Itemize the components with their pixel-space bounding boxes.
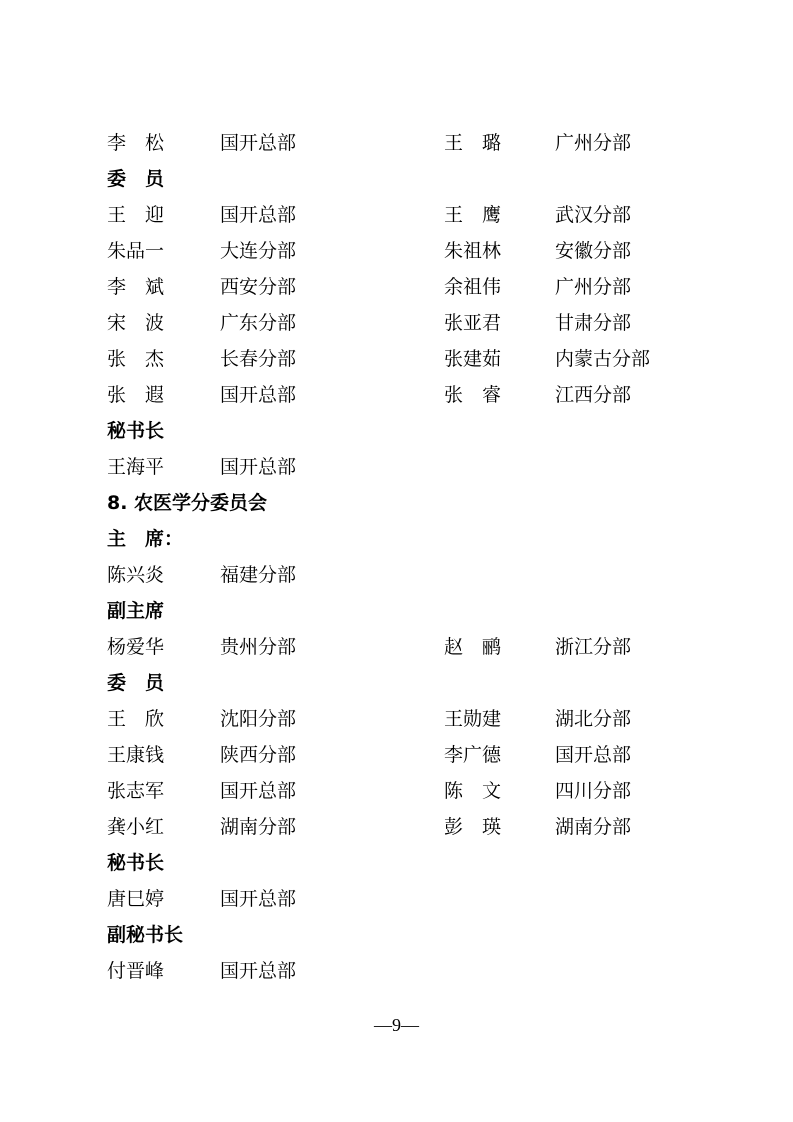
member-branch: 国开总部 bbox=[220, 456, 297, 478]
member-row bbox=[0, 815, 793, 851]
member-row bbox=[0, 635, 793, 671]
member-branch: 内蒙古分部 bbox=[555, 348, 651, 370]
member-name: 张 睿 bbox=[444, 384, 502, 406]
member-branch: 福建分部 bbox=[220, 564, 297, 586]
member-name: 张建茹 bbox=[444, 348, 502, 370]
section-heading-deputy-secretary-general: 副秘书长 bbox=[107, 924, 184, 946]
member-branch: 武汉分部 bbox=[555, 204, 632, 226]
member-name: 王海平 bbox=[107, 456, 165, 478]
section-heading-chair: 主 席： bbox=[107, 528, 184, 550]
member-row bbox=[0, 347, 793, 383]
member-name: 王勋建 bbox=[444, 708, 502, 730]
member-row bbox=[0, 239, 793, 275]
member-row bbox=[0, 383, 793, 419]
member-name: 余祖伟 bbox=[444, 276, 502, 298]
section-heading-secretary-general: 秘书长 bbox=[107, 420, 165, 442]
member-name: 杨爱华 bbox=[107, 636, 165, 658]
member-branch: 国开总部 bbox=[220, 888, 297, 910]
member-branch: 安徽分部 bbox=[555, 240, 632, 262]
member-branch: 浙江分部 bbox=[555, 636, 632, 658]
member-branch: 甘肃分部 bbox=[555, 312, 632, 334]
member-branch: 四川分部 bbox=[555, 780, 632, 802]
member-name: 王康钱 bbox=[107, 744, 165, 766]
member-name: 彭 瑛 bbox=[444, 816, 502, 838]
member-row bbox=[0, 707, 793, 743]
member-name: 张志军 bbox=[107, 780, 165, 802]
member-branch: 国开总部 bbox=[220, 204, 297, 226]
member-row bbox=[0, 131, 793, 167]
member-row bbox=[0, 959, 793, 995]
member-name: 陈 文 bbox=[444, 780, 502, 802]
member-name: 张 杰 bbox=[107, 348, 165, 370]
member-branch: 广州分部 bbox=[555, 276, 632, 298]
member-branch: 国开总部 bbox=[220, 384, 297, 406]
member-branch: 国开总部 bbox=[220, 132, 297, 154]
member-name: 李广德 bbox=[444, 744, 502, 766]
member-name: 付晋峰 bbox=[107, 960, 165, 982]
member-name: 王 欣 bbox=[107, 708, 165, 730]
member-name: 陈兴炎 bbox=[107, 564, 165, 586]
section-heading-members: 委 员 bbox=[107, 168, 165, 190]
member-name: 王 迎 bbox=[107, 204, 165, 226]
member-row bbox=[0, 779, 793, 815]
member-branch: 贵州分部 bbox=[220, 636, 297, 658]
member-row bbox=[0, 203, 793, 239]
member-row bbox=[0, 311, 793, 347]
member-branch: 大连分部 bbox=[220, 240, 297, 262]
member-name: 朱品一 bbox=[107, 240, 165, 262]
member-row bbox=[0, 275, 793, 311]
member-name: 宋 波 bbox=[107, 312, 165, 334]
member-row bbox=[0, 455, 793, 491]
member-branch: 长春分部 bbox=[220, 348, 297, 370]
member-row bbox=[0, 563, 793, 599]
member-branch: 国开总部 bbox=[220, 780, 297, 802]
member-name: 赵 鹂 bbox=[444, 636, 502, 658]
section-heading-members: 委 员 bbox=[107, 672, 165, 694]
member-name: 龚小红 bbox=[107, 816, 165, 838]
member-name: 王 璐 bbox=[444, 132, 502, 154]
member-branch: 国开总部 bbox=[220, 960, 297, 982]
member-branch: 国开总部 bbox=[555, 744, 632, 766]
member-branch: 湖北分部 bbox=[555, 708, 632, 730]
member-name: 朱祖林 bbox=[444, 240, 502, 262]
section-heading-vice-chair: 副主席 bbox=[107, 600, 165, 622]
member-name: 唐巳婷 bbox=[107, 888, 165, 910]
page-number: —9— bbox=[374, 1015, 419, 1035]
member-branch: 江西分部 bbox=[555, 384, 632, 406]
member-name: 王 鹰 bbox=[444, 204, 502, 226]
member-branch: 广东分部 bbox=[220, 312, 297, 334]
member-branch: 湖南分部 bbox=[220, 816, 297, 838]
section-heading-secretary-general: 秘书长 bbox=[107, 852, 165, 874]
member-branch: 西安分部 bbox=[220, 276, 297, 298]
member-row bbox=[0, 743, 793, 779]
member-name: 张亚君 bbox=[444, 312, 502, 334]
committee-heading: 8. 农医学分委员会 bbox=[107, 492, 268, 514]
member-name: 李 斌 bbox=[107, 276, 165, 298]
member-branch: 陕西分部 bbox=[220, 744, 297, 766]
member-branch: 沈阳分部 bbox=[220, 708, 297, 730]
member-name: 张 遐 bbox=[107, 384, 165, 406]
member-branch: 湖南分部 bbox=[555, 816, 632, 838]
member-row bbox=[0, 887, 793, 923]
member-name: 李 松 bbox=[107, 132, 165, 154]
member-branch: 广州分部 bbox=[555, 132, 632, 154]
